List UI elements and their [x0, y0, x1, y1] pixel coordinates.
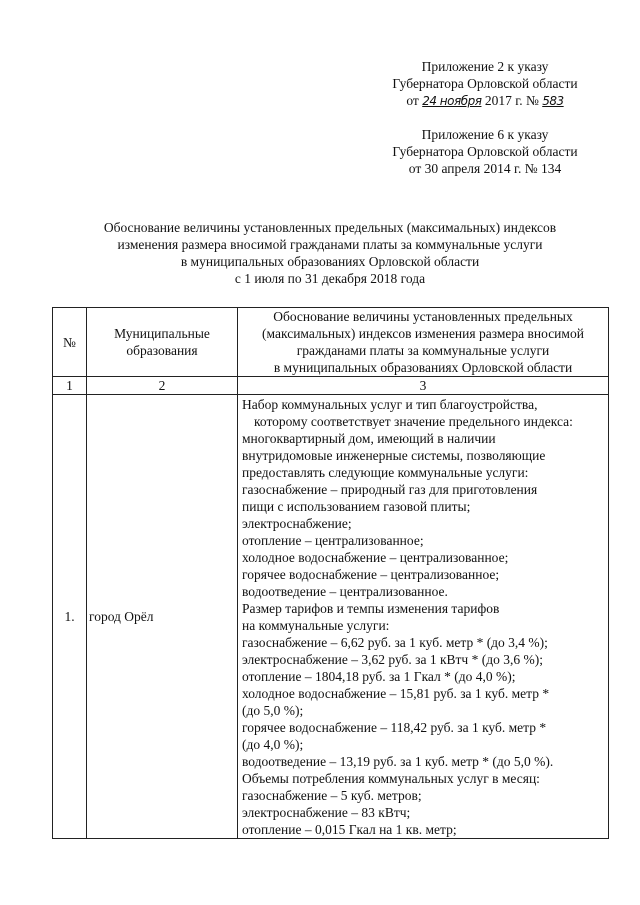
title-line1: Обоснование величины установленных предельных (максимальных) индексов: [103, 220, 557, 235]
justification-line: на коммунальные услуги:: [242, 618, 390, 633]
justification-line: холодное водоснабжение – 15,81 руб. за 1 куб. метр *: [242, 686, 550, 701]
row-number: 1.: [53, 395, 87, 839]
header-municipality-l2: образования: [126, 343, 198, 358]
document-title: [60, 219, 600, 287]
header-justification-l3: гражданами платы за коммунальные услуги: [296, 343, 550, 358]
appendix-2-line1: Приложение 2 к указу: [421, 59, 549, 74]
title-line2: изменения размера вносимой гражданами платы за коммунальные услуги: [117, 237, 543, 252]
table-header-row: [53, 308, 609, 377]
appendix-2-line3: [340, 92, 630, 110]
justification-line: горячее водоснабжение – 118,42 руб. за 1 куб. метр *: [242, 720, 547, 735]
justification-line: отопление – централизованное;: [242, 533, 424, 548]
justification-line: предоставлять следующие коммунальные услуги:: [242, 465, 529, 480]
justification-line: горячее водоснабжение – централизованное;: [242, 567, 500, 582]
title-line4: с 1 июля по 31 декабря 2018 года: [234, 271, 426, 286]
header-number: №: [53, 308, 87, 377]
appendix-2-header: [340, 58, 630, 110]
date-year-number: 2017 г. №: [484, 93, 539, 108]
handwritten-date: 24 ноября: [422, 94, 482, 108]
justification-line: электроснабжение – 83 кВтч;: [242, 805, 411, 820]
justification-line: отопление – 0,015 Гкал на 1 кв. метр;: [242, 822, 457, 837]
justification-line: отопление – 1804,18 руб. за 1 Гкал * (до 4,0 %);: [242, 669, 516, 684]
date-prefix: от: [406, 93, 419, 108]
justification-line: газоснабжение – 6,62 руб. за 1 куб. метр * (до 3,4 %);: [242, 635, 548, 650]
justification-line: (до 4,0 %);: [242, 737, 304, 752]
justification-line: Объемы потребления коммунальных услуг в месяц:: [242, 771, 540, 786]
column-number: 2: [87, 377, 238, 395]
justification-line: Набор коммунальных услуг и тип благоустройства,: [242, 397, 538, 412]
row-municipality: город Орёл: [87, 395, 238, 839]
row-justification: [238, 395, 609, 839]
justification-line: многоквартирный дом, имеющий в наличии: [242, 431, 496, 446]
justification-line: которому соответствует значение предельного индекса:: [254, 414, 573, 429]
justification-line: электроснабжение;: [242, 516, 352, 531]
handwritten-number: 583: [542, 94, 564, 108]
header-justification-l2: (максимальных) индексов изменения размера вносимой: [262, 326, 584, 341]
column-number: 3: [238, 377, 609, 395]
header-justification-l4: в муниципальных образованиях Орловской области: [273, 360, 573, 375]
justification-line: водоотведение – централизованное.: [242, 584, 448, 599]
justification-line: водоотведение – 13,19 руб. за 1 куб. метр * (до 5,0 %).: [242, 754, 554, 769]
column-number: 1: [53, 377, 87, 395]
appendix-6-line3: от 30 апреля 2014 г. № 134: [408, 161, 562, 176]
header-municipality: [87, 308, 238, 377]
justification-table: [52, 307, 609, 839]
justification-line: холодное водоснабжение – централизованное;: [242, 550, 509, 565]
justification-line: внутридомовые инженерные системы, позволяющие: [242, 448, 546, 463]
appendix-2-line2: Губернатора Орловской области: [392, 76, 578, 91]
appendix-6-line1: Приложение 6 к указу: [421, 127, 549, 142]
justification-line: (до 5,0 %);: [242, 703, 304, 718]
header-municipality-l1: Муниципальные: [114, 326, 210, 341]
appendix-6-header: [340, 126, 630, 177]
title-line3: в муниципальных образованиях Орловской области: [180, 254, 480, 269]
appendix-6-line2: Губернатора Орловской области: [392, 144, 578, 159]
justification-line: газоснабжение – природный газ для приготовления: [242, 482, 538, 497]
justification-line: электроснабжение – 3,62 руб. за 1 кВтч * (до 3,6 %);: [242, 652, 543, 667]
header-justification: [238, 308, 609, 377]
column-numbering-row: [53, 377, 609, 395]
justification-line: Размер тарифов и темпы изменения тарифов: [242, 601, 500, 616]
header-justification-l1: Обоснование величины установленных предельных: [273, 309, 573, 324]
justification-line: газоснабжение – 5 куб. метров;: [242, 788, 422, 803]
justification-line: пищи с использованием газовой плиты;: [242, 499, 471, 514]
table-row: [53, 395, 609, 839]
